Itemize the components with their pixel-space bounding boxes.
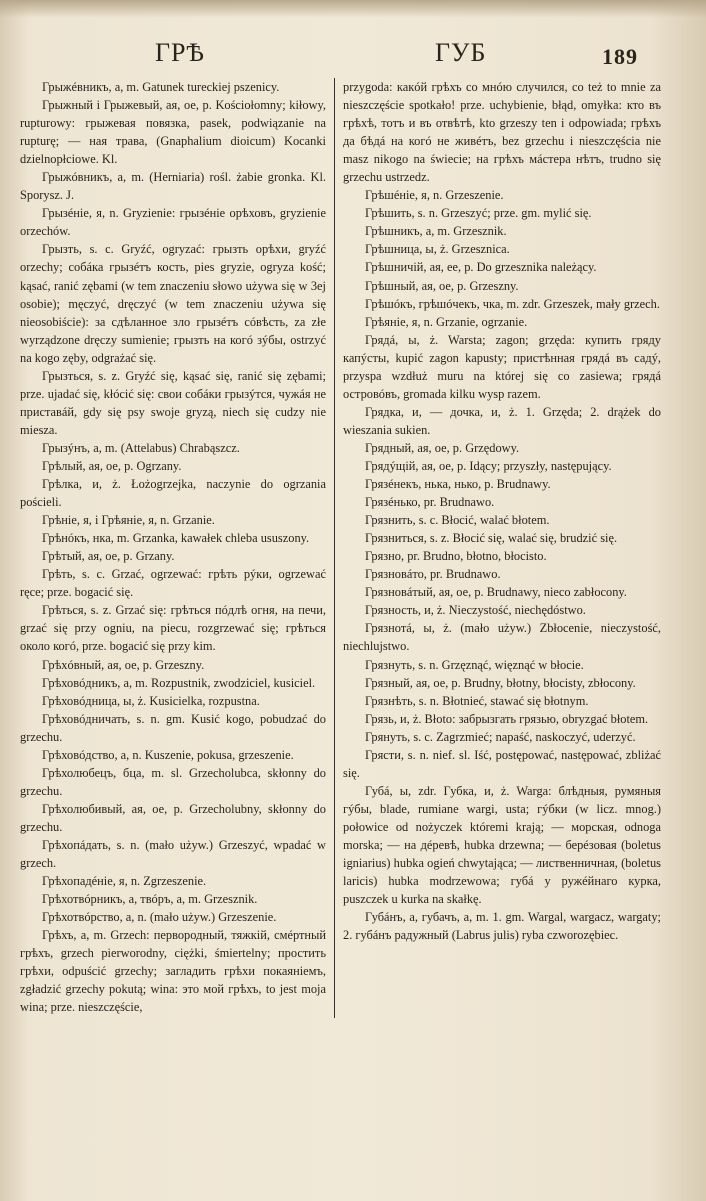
dictionary-entry: Грязновáтый, ая, ое, p. Brudnawy, nieco zabłocony. xyxy=(365,585,627,600)
dictionary-entry: Грызéніе, я, n. Gryzienie: грызéніе орѣховъ, gryzienie orzechów. xyxy=(20,206,326,239)
dictionary-entry: Грядýщій, ая, ое, p. Idący; przyszły, następujący. xyxy=(365,458,612,473)
dictionary-entry: Губá, ы, zdr. Губка, и, ż. Warga: блѣдныя, румяныя гýбы, blade, rumiane wargi, usta; гýбки (w licz. mnog.) połowice od nożyczek któremi krają; — морская, odnoga morska; — на дéревѣ, hubka drzewna; — берéзовая (boletus igniarius) hubka ogień chwytająca; — лиственничная, (boletus laricis) hubka modrzewowa; губá у ружéйнаго курка, puszczek u kurka na skałkę. xyxy=(343,783,661,907)
dictionary-entry: Грязновáто, pr. Brudnawo. xyxy=(365,567,501,582)
dictionary-entry: Грѣшникъ, a, m. Grzesznik. xyxy=(365,224,507,239)
dictionary-entry: Грязность, и, ż. Nieczystość, niechędóstwo. xyxy=(365,603,586,618)
dictionary-entry: Грязь, и, ż. Błoto: забрызгать грязью, obryzgać błotem. xyxy=(365,711,649,726)
dictionary-entry: Грѣхотвóрство, a, n. (mało używ.) Grzeszenie. xyxy=(42,910,277,925)
dictionary-entry: Грѣховóдникъ, a, m. Rozpustnik, zwodziciel, kusiciel. xyxy=(42,675,316,690)
dictionary-entry: Грязéнекъ, нька, нько, p. Brudnawy. xyxy=(365,477,551,492)
dictionary-entry: Грязнотá, ы, ż. (mało używ.) Zbłocenie, nieczystość, niechlujstwo. xyxy=(343,621,661,654)
right-column xyxy=(343,78,661,944)
dictionary-entry: Грязнить, s. c. Błocić, walać błotem. xyxy=(365,513,550,528)
dictionary-entry: Грязно, pr. Brudno, błotno, błocisto. xyxy=(365,549,547,564)
dictionary-entry: Губáнъ, a, губачъ, a, m. 1. gm. Wargal, wargacz, wargaty; 2. губáнъ радужный (Labrus julis) ryba czworozębiec. xyxy=(343,910,661,943)
dictionary-entry: Грѣхопáдать, s. n. (mało używ.) Grzeszyć, wpadać w grzech. xyxy=(20,837,326,871)
page-edge-shadow xyxy=(0,0,706,18)
dictionary-entry: Грѣховóдница, ы, ż. Kusicielka, rozpustna. xyxy=(42,693,260,708)
dictionary-entry: Грядка, и, — дочка, и, ż. 1. Grzęda; 2. drążek do wieszania sukien. xyxy=(343,404,661,437)
dictionary-entry: Грѣтый, ая, ое, p. Grzany. xyxy=(42,549,175,564)
dictionary-entry: Грѣшничій, ая, ее, p. Do grzesznika należący. xyxy=(365,260,597,275)
dictionary-entry: Грыжный i Грыжевый, ая, ое, p. Kościołomny; kiłowy, rupturowy: грыжевая повязка, pasek, podwiązanie na rupturę; — ная трава, (Gnaphalium dioicum) Kocanki dzielnopłciowe. Kl. xyxy=(20,98,326,167)
dictionary-entry: Грѣлый, ая, ое, p. Ogrzany. xyxy=(42,458,182,473)
dictionary-entry: Грѣшóкъ, грѣшóчекъ, чка, m. zdr. Grzeszek, mały grzech. xyxy=(365,296,660,311)
dictionary-entry: Грызýнъ, a, m. (Attelabus) Chrabąszcz. xyxy=(42,440,240,455)
dictionary-entry: Грѣлка, и, ż. Łożogrzejka, naczynie do ogrzania pościeli. xyxy=(20,477,326,510)
dictionary-entry: Грѣхопадéніе, я, n. Zgrzeszenie. xyxy=(42,874,207,889)
dictionary-entry: Грѣться, s. z. Grzać się: грѣться пóдлѣ огня, на печи, grzać się przy ogniu, na piecu, rozgrzewać się; грѣться около когó, prze. bogacić się przy kim. xyxy=(20,603,326,654)
dictionary-entry: Грѣшный, ая, ое, p. Grzeszny. xyxy=(365,278,519,293)
dictionary-entry: Грѣніе, я, i Грѣяніе, я, n. Grzanie. xyxy=(42,513,215,528)
dictionary-entry: Грѣхóвный, ая, ое, p. Grzeszny. xyxy=(42,657,205,672)
dictionary-entry: Грѣть, s. c. Grzać, ogrzewać: грѣть рýки, ogrzewać ręce; prze. bogacić się. xyxy=(20,567,326,600)
dictionary-entry: Грѣхолюбивый, ая, ое, p. Grzecholubny, skłonny do grzechu. xyxy=(20,801,326,834)
dictionary-entry: Грызть, s. c. Gryźć, ogryzać: грызть орѣхи, gryźć orzechy; собáка грызéтъ кость, pies gryzie, ogryza kość; kąsać, ranić zębami (w tem znaczeniu słowo używa się w 3ej osobie); męczyć, dręczyć (w tem znaczeniu używa się nieosobiście): за сдѣланное зло грызéтъ сóвѣсть, za złe wyrządzone dręczy sumienie; грызть на когó зýбы, ostrzyć na kogo zęby, odgrażać się. xyxy=(20,242,326,365)
dictionary-entry: Грянуть, s. c. Zagrzmieć; napaść, naskoczyć, uderzyć. xyxy=(365,729,636,744)
page-number: 189 xyxy=(602,44,638,69)
dictionary-entry: Грязный, ая, ое, p. Brudny, błotny, błocisty, zbłocony. xyxy=(365,675,636,690)
left-column xyxy=(20,78,326,1016)
dictionary-entry: przygoda: какóй грѣхъ со мнóю случилcя, co też to mnie za nieszczęście spotkało! prze. uchybienie, błąd, omyłka: кто въ грѣхѣ, тотъ и въ отвѣтѣ, kto grzeszy ten i odpowiada; грѣхъ да бѣдá на когó не живéтъ, bez grzechu i nieszczęścia nie masz nikogo na świecie; на грѣхъ мáстера нѣтъ, trudno się grzechu ustrzedz. xyxy=(343,80,661,185)
dictionary-entry: Грязéнько, pr. Brudnawo. xyxy=(365,495,495,510)
dictionary-entry: Грѣховóдство, a, n. Kuszenie, pokusa, grzeszenie. xyxy=(42,747,294,762)
dictionary-entry: Грызться, s. z. Gryźć się, kąsać się, ranić się zębami; prze. ujadać się, kłócić się: свои собáки грызýтся, чужáя не приставáй, gdy się psy swoje gryzą, niech się cudzy nie miesza. xyxy=(20,368,326,437)
dictionary-entry: Грѣхолюбецъ, бца, m. sl. Grzecholubca, skłonny do grzechu. xyxy=(20,765,326,798)
dictionary-entry: Грыжóвникъ, a, m. (Herniaria) rośl. żabie gronka. Kl. Sporysz. J. xyxy=(20,170,326,203)
dictionary-entry: Грѣховóдничать, s. n. gm. Kusić kogo, pobudzać do grzechu. xyxy=(20,711,326,744)
dictionary-entry: Грѣхъ, a, m. Grzech: первородный, тяжкій, смéртный грѣхъ, grzech pierworodny, ciężki, śmiertelny; простить грѣхи, odpuścić grzechy; загладить грѣхи покаяніемъ, zgładzić grzechy pokutą; wina: это мой грѣхъ, to jest moja wina; prze. nieszczęście, xyxy=(20,928,326,1015)
column-divider xyxy=(334,78,335,1018)
dictionary-entry: Грязнуть, s. n. Grzęznąć, więznąć w błocie. xyxy=(365,657,584,672)
dictionary-entry: Грязниться, s. z. Błocić się, walać się, brudzić się. xyxy=(365,531,618,546)
right-guide-word: ГУБ xyxy=(435,38,487,67)
dictionary-entry: Грѣяніе, я, n. Grzanie, ogrzanie. xyxy=(365,314,528,329)
dictionary-entry: Грядный, ая, ое, p. Grzędowy. xyxy=(365,440,520,455)
dictionary-entry: Грѣхотвóрникъ, a, твóръ, a, m. Grzesznik. xyxy=(42,892,258,907)
dictionary-entry: Грядá, ы, ż. Warsta; zagon; grzęda: купить гряду капýсты, kupić zagon kapusty; пристѣнная грядá въ садý, przyspa wzdłuż muru na której się co zasiewa; грядá островóвъ, gromada kilku wysp razem. xyxy=(343,332,661,401)
dictionary-entry: Грыжéвникъ, a, m. Gatunek tureckiej pszenicy. xyxy=(42,80,280,94)
dictionary-entry: Грязнѣть, s. n. Błotnieć, stawać się błotnym. xyxy=(365,693,589,708)
dictionary-entry: Грѣшница, ы, ż. Grzesznica. xyxy=(365,242,510,257)
left-guide-word: ГРѢ xyxy=(155,38,205,67)
dictionary-entry: Грѣшить, s. n. Grzeszyć; prze. gm. mylić się. xyxy=(365,206,592,221)
dictionary-entry: Грѣнóкъ, нка, m. Grzanka, kawałek chleba ususzony. xyxy=(42,531,310,546)
dictionary-entry: Грѣшéніе, я, n. Grzeszenie. xyxy=(365,188,504,203)
dictionary-entry: Грясти, s. n. nief. sl. Iść, postępować, następować, zbliżać się. xyxy=(343,747,661,780)
